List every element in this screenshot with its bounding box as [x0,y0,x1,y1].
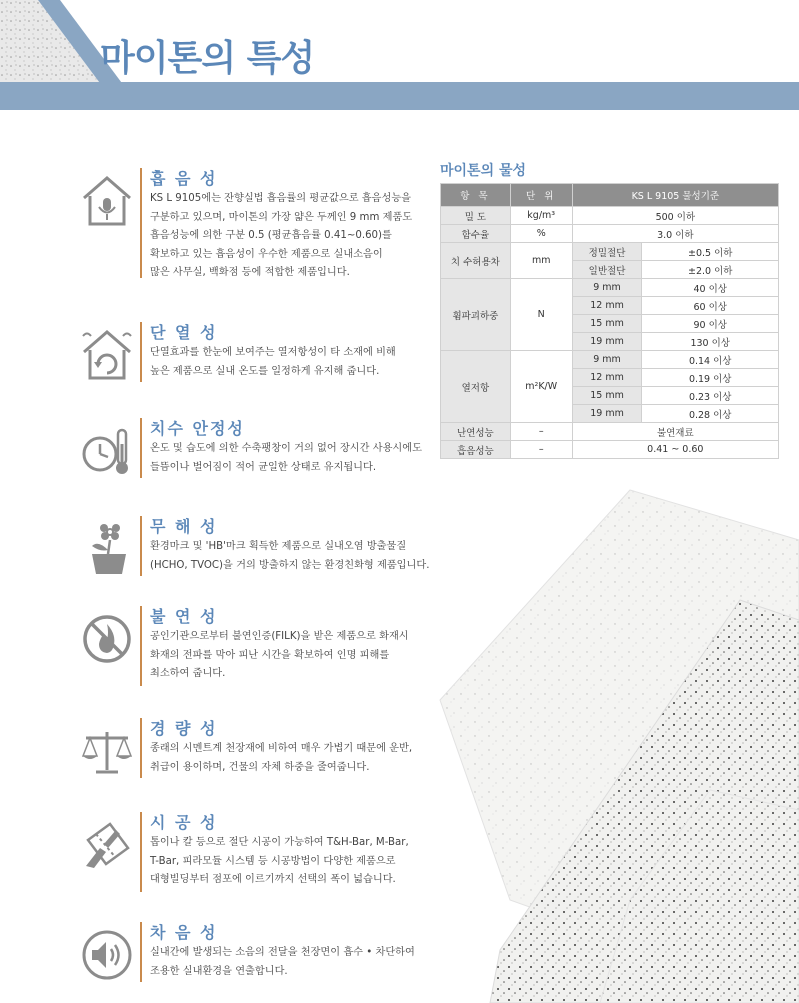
feature-title: 차 음 성 [150,923,218,942]
table-row: 휨파괴하중 N 9 mm 40 이상 [441,279,779,297]
spec-table [440,183,779,459]
feature-divider [140,418,142,478]
table-row: 19 mm 130 이상 [441,333,779,351]
feature-title: 단 열 성 [150,323,218,342]
house-temperature-icon [80,328,134,382]
column-header: 단 위 [510,184,572,207]
feature-description: 단열효과를 한눈에 보여주는 열저항성이 타 소재에 비해 높은 제품으로 실내 온도를 일정하게 유지해 줍니다. [150,347,396,377]
feature-divider [140,168,142,278]
feature-title: 경 량 성 [150,719,218,738]
page-title: 마이톤의 특성 [100,38,315,79]
table-row: 흡음성능 – 0.41 ~ 0.60 [441,441,779,459]
feature-title: 불 연 성 [150,607,218,626]
feature-title: 치수 안정성 [150,419,245,438]
feature-title: 흡 음 성 [150,169,218,188]
feature-divider [140,606,142,686]
balance-scale-icon [80,724,134,778]
feature-sound-absorption [80,166,440,286]
feature-description: 환경마크 및 'HB'마크 획득한 제품으로 실내오염 방출물질 (HCHO, TVOC)을 거의 방출하지 않는 환경친화형 제품입니다. [150,541,430,571]
table-row: 19 mm 0.28 이상 [441,405,779,423]
feature-description: 실내간에 발생되는 소음의 전달을 천장면이 흡수 • 차단하여 조용한 실내환경을 연출합니다. [150,947,415,977]
feature-insulation [80,320,440,400]
no-fire-icon [80,612,134,666]
table-row: 난연성능 – 불연재료 [441,423,779,441]
table-row: 함수율 % 3.0 이하 [441,225,779,243]
table-header-row [441,184,779,207]
feature-description: 톱이나 칼 등으로 절단 시공이 가능하여 T&H-Bar, M-Bar, T-Bar, 피라모듈 시스템 등 시공방법이 다양한 제품으로 대형빌딩부터 점포에 이르기까지 선택의 폭이 넓습니다. [150,837,409,886]
clock-thermometer-icon [80,424,134,478]
table-row: 밀 도 kg/m³ 500 이하 [441,207,779,225]
feature-description: KS L 9105에는 잔향실법 흡음률의 평균값으로 흡음성능을 구분하고 있으며, 마이톤의 가장 얇은 두께인 9 mm 제품도 흡음성능에 의한 구분 0.5 (평균흡음률 0.41~0.60)를 확보하고 있는 흡음성이 우수한 제품으로 실내소음이 많은 사무실, 백화점 등에 적합한 제품입니다. [150,193,413,279]
flower-pot-icon [80,522,134,576]
feature-divider [140,322,142,382]
column-header: 항 목 [441,184,511,207]
feature-dimensional-stability [80,416,440,496]
speaker-sound-icon [80,928,134,982]
table-row: 15 mm 0.23 이상 [441,387,779,405]
table-row: 15 mm 90 이상 [441,315,779,333]
feature-description: 온도 및 습도에 의한 수축팽창이 거의 없어 장시간 사용시에도 들뜸이나 벌어짐이 적어 균일한 상태로 유지됩니다. [150,443,422,473]
feature-harmless [80,514,440,594]
feature-divider [140,922,142,982]
feature-description: 종래의 시멘트계 천장재에 비하여 매우 가볍기 때문에 운반, 취급이 용이하며, 건물의 자체 하중을 줄여줍니다. [150,743,413,773]
feature-divider [140,718,142,778]
feature-nonflammable [80,604,440,704]
feature-description: 공인기관으로부터 불연인증(FILK)을 받은 제품으로 화재시 화재의 전파를 막아 피난 시간을 확보하여 인명 피해를 최소하여 줍니다. [150,631,409,680]
feature-divider [140,516,142,576]
column-header: KS L 9105 물성기준 [572,184,778,207]
table-row: 열저항 m²K/W 9 mm 0.14 이상 [441,351,779,369]
table-row: 12 mm 60 이상 [441,297,779,315]
feature-sound-insulation [80,920,440,990]
saw-cutting-icon [80,818,134,872]
table-row: 12 mm 0.19 이상 [441,369,779,387]
feature-title: 무 해 성 [150,517,218,536]
feature-divider [140,812,142,892]
ceiling-board-illustration [430,480,799,1003]
feature-workability [80,810,440,910]
table-row: 일반절단 ±2.0 이하 [441,261,779,279]
feature-lightweight [80,716,440,796]
table-row: 치 수허용차 mm 정밀절단 ±0.5 이하 [441,243,779,261]
house-microphone-icon [80,174,134,228]
spec-table-title: 마이톤의 물성 [440,163,527,179]
feature-title: 시 공 성 [150,813,218,832]
